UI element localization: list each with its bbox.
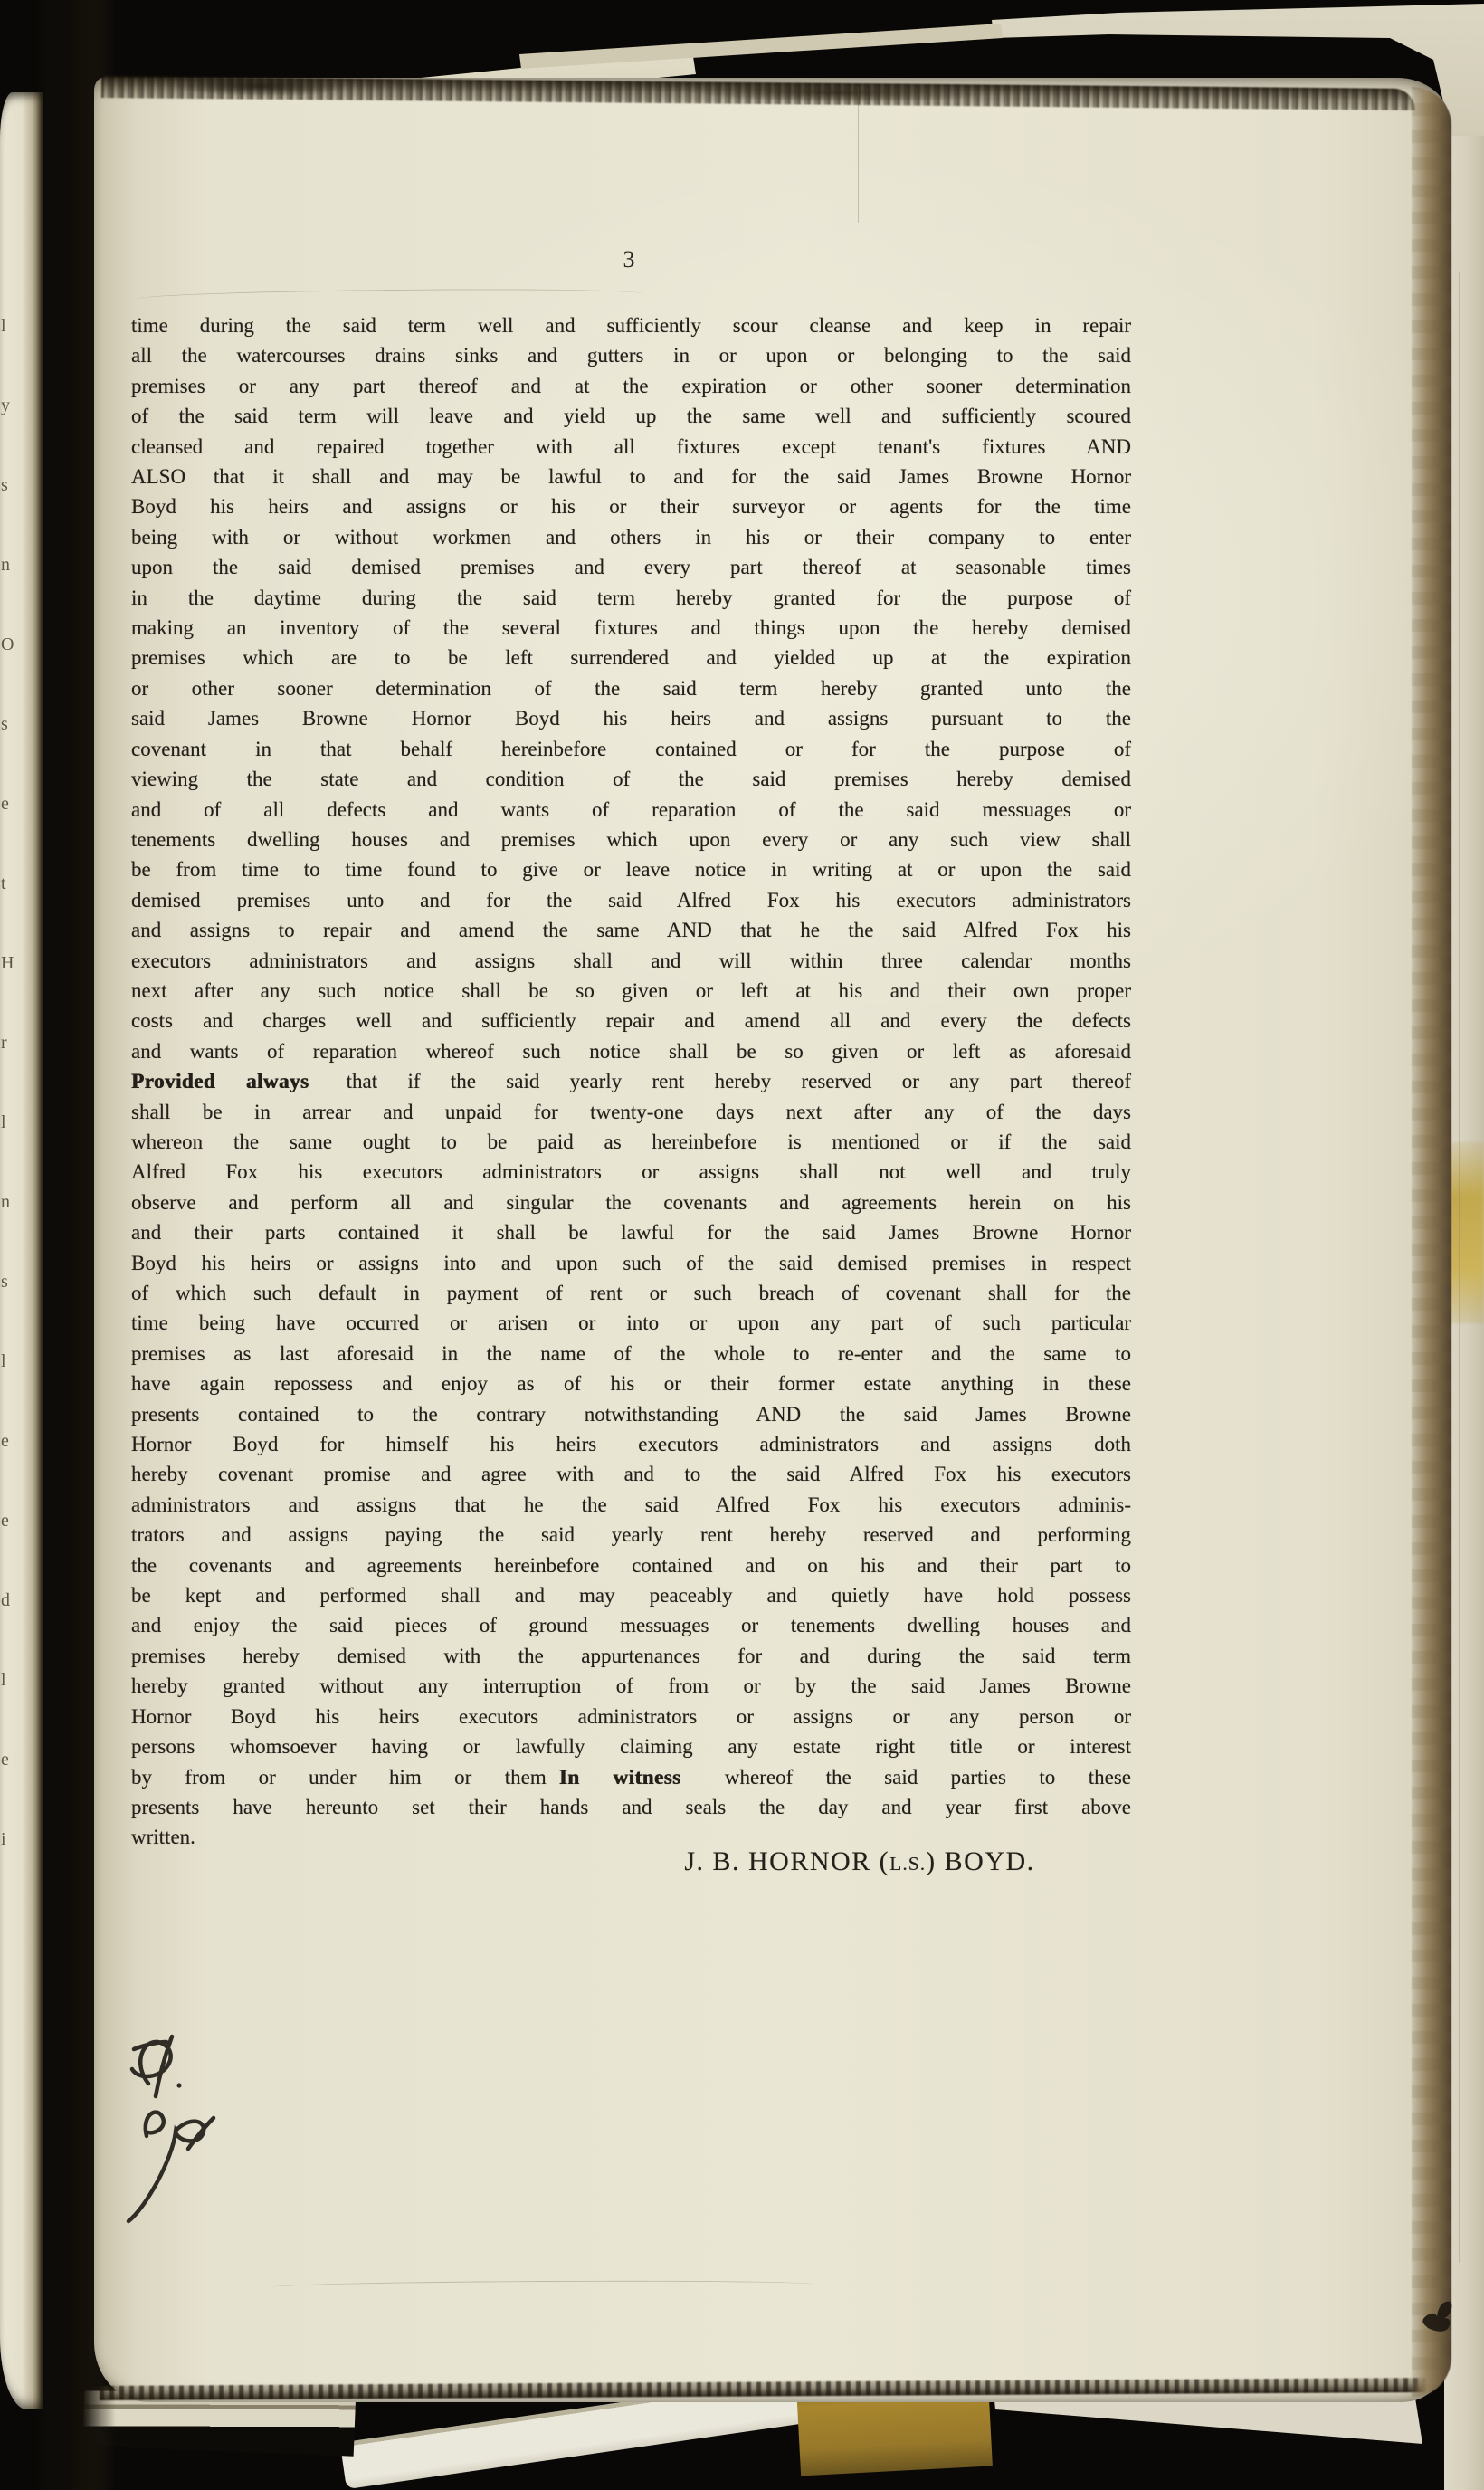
text-line: presents have hereunto set their hands and seals the day and year first above	[131, 1795, 1131, 1818]
text-line: presents contained to the contrary notwithstanding AND the said James Browne	[131, 1402, 1131, 1426]
cutoff-character: n	[1, 555, 10, 575]
text-line: viewing the state and condition of the said premises hereby demised	[131, 768, 1131, 791]
cutoff-character: l	[1, 1112, 6, 1132]
text-line: being with or without workmen and others in his or their company to enter	[131, 525, 1131, 549]
cutoff-character: e	[1, 1431, 9, 1451]
text-line: covenant in that behalf hereinbefore contained or for the purpose of	[131, 737, 1131, 760]
text-segment: by from or under him or them	[131, 1765, 547, 1789]
text-line: premises which are to be left surrendered and yielded up at the expiration	[131, 646, 1131, 670]
text-line: time being have occurred or arisen or into or upon any part of such particular	[131, 1312, 1131, 1335]
signature-line	[543, 1846, 1176, 1877]
text-line: persons whomsoever having or lawfully claiming any estate right title or interest	[131, 1735, 1131, 1759]
text-line: hereby granted without any interruption of from or by the said James Browne	[131, 1674, 1131, 1698]
text-line: said James Browne Hornor Boyd his heirs and assigns pursuant to the	[131, 707, 1131, 730]
text-line: and their parts contained it shall be lawful for the said James Browne Hornor	[131, 1221, 1131, 1245]
text-line: and of all defects and wants of reparation of the said messuages or	[131, 797, 1131, 821]
text-line: be from time to time found to give or leave notice in writing at or upon the said	[131, 858, 1131, 882]
cutoff-character: i	[1, 1829, 6, 1849]
text-line: premises or any part thereof and at the expiration or other sooner determination	[131, 374, 1131, 397]
text-line: Hornor Boyd for himself his heirs executors administrators and assigns doth	[131, 1433, 1131, 1456]
text-line: time during the said term well and sufficiently scour cleanse and keep in repair	[131, 314, 1131, 337]
cutoff-character: H	[1, 953, 14, 973]
cutoff-character: l	[1, 316, 6, 336]
text-line: making an inventory of the several fixtures and things upon the hereby demised	[131, 616, 1131, 640]
paper-crease	[858, 87, 860, 223]
text-line: and enjoy the said pieces of ground messuages or tenements dwelling houses and	[131, 1614, 1131, 1637]
text-line: costs and charges well and sufficiently repair and amend all and every the defects	[131, 1009, 1131, 1033]
text-line: trators and assigns paying the said yearly rent hereby reserved and performing	[131, 1523, 1131, 1547]
text-line: administrators and assigns that he the said Alfred Fox his executors adminis-	[131, 1493, 1131, 1516]
text-line: whereon the same ought to be paid as hereinbefore is mentioned or if the said	[131, 1130, 1131, 1153]
text-line: shall be in arrear and unpaid for twenty-one days next after any of the days	[131, 1100, 1131, 1123]
text-line: ALSO that it shall and may be lawful to and for the said James Browne Hornor	[131, 465, 1131, 489]
text-line: observe and perform all and singular the covenants and agreements herein on his	[131, 1190, 1131, 1214]
text-line: demised premises unto and for the said Alfred Fox his executors administrators	[131, 888, 1131, 911]
text-line: cleansed and repaired together with all fixtures except tenant's fixtures AND	[131, 434, 1131, 458]
ink-blot	[1417, 2290, 1459, 2344]
text-line: tenements dwelling houses and premises which upon every or any such view shall	[131, 827, 1131, 851]
signature-segment: ) BOYD.	[926, 1846, 1035, 1876]
text-segment: whereof the said parties to these	[691, 1765, 1131, 1789]
blackletter-phrase: In witness	[558, 1765, 681, 1789]
signature-segment: J. B. HORNOR (	[684, 1846, 890, 1876]
text-line: Hornor Boyd his heirs executors administrators or assigns or any person or	[131, 1704, 1131, 1728]
text-line: all the watercourses drains sinks and gutters in or upon or belonging to the said	[131, 344, 1131, 367]
handwritten-initials	[107, 2029, 270, 2256]
text-line: Alfred Fox his executors administrators or assigns shall not well and truly	[131, 1160, 1131, 1184]
blackletter-phrase: Provided always	[131, 1070, 309, 1093]
previous-page-cutoff-text	[1, 286, 21, 1879]
text-line: Boyd his heirs and assigns or his or their surveyor or agents for the time	[131, 495, 1131, 519]
text-line: hereby covenant promise and agree with and to the said Alfred Fox his executors	[131, 1463, 1131, 1486]
text-line: Boyd his heirs or assigns into and upon such of the said demised premises in respect	[131, 1251, 1131, 1274]
text-line: and wants of reparation whereof such notice shall be so given or left as aforesaid	[131, 1039, 1131, 1063]
cutoff-character: l	[1, 1670, 6, 1690]
text-line: and assigns to repair and amend the same AND that he the said Alfred Fox his	[131, 919, 1131, 942]
text-line: premises hereby demised with the appurtenances for and during the said term	[131, 1644, 1131, 1667]
text-line	[131, 1762, 1131, 1792]
text-line: next after any such notice shall be so given or left at his and their own proper	[131, 978, 1131, 1002]
cutoff-character: e	[1, 1750, 9, 1770]
text-line: be kept and performed shall and may peaceably and quietly have hold possess	[131, 1584, 1131, 1608]
cutoff-character: s	[1, 714, 8, 734]
cutoff-character: e	[1, 1511, 9, 1531]
cutoff-character: s	[1, 475, 8, 495]
legal-text-block	[131, 310, 1131, 1853]
text-line: upon the said demised premises and every part thereof at seasonable times	[131, 556, 1131, 579]
signature-segment: L.S.	[889, 1853, 927, 1875]
text-line: the covenants and agreements hereinbefore contained and on his and their part to	[131, 1553, 1131, 1577]
text-line: or other sooner determination of the said term hereby granted unto the	[131, 676, 1131, 700]
text-line: have again repossess and enjoy as of his or their former estate anything in these	[131, 1372, 1131, 1396]
yellow-stain	[1448, 1142, 1484, 1323]
text-line: of the said term will leave and yield up the same well and sufficiently scoured	[131, 405, 1131, 428]
page-number: 3	[623, 246, 635, 272]
cutoff-character: y	[1, 396, 10, 415]
paper-crease	[1459, 272, 1460, 2263]
cutoff-character: l	[1, 1351, 6, 1371]
cutoff-character: O	[1, 634, 14, 654]
text-line: of which such default in payment of rent or such breach of covenant shall for the	[131, 1282, 1131, 1304]
cutoff-character: e	[1, 794, 9, 814]
soiled-right-edge	[1412, 87, 1451, 2397]
cutoff-character: d	[1, 1590, 10, 1610]
text-line	[131, 1066, 1131, 1096]
text-segment: that if the said yearly rent hereby reserved or any part thereof	[316, 1070, 1131, 1093]
text-line: executors administrators and assigns shall and will within three calendar months	[131, 949, 1131, 972]
text-line: premises as last aforesaid in the name of the whole to re-enter and the same to	[131, 1341, 1131, 1365]
cutoff-character: t	[1, 873, 6, 893]
text-line: written.	[131, 1826, 195, 1849]
cutoff-character: n	[1, 1192, 10, 1212]
text-line: in the daytime during the said term hereby granted for the purpose of	[131, 586, 1131, 609]
cutoff-character: r	[1, 1033, 7, 1053]
cutoff-character: s	[1, 1272, 8, 1292]
